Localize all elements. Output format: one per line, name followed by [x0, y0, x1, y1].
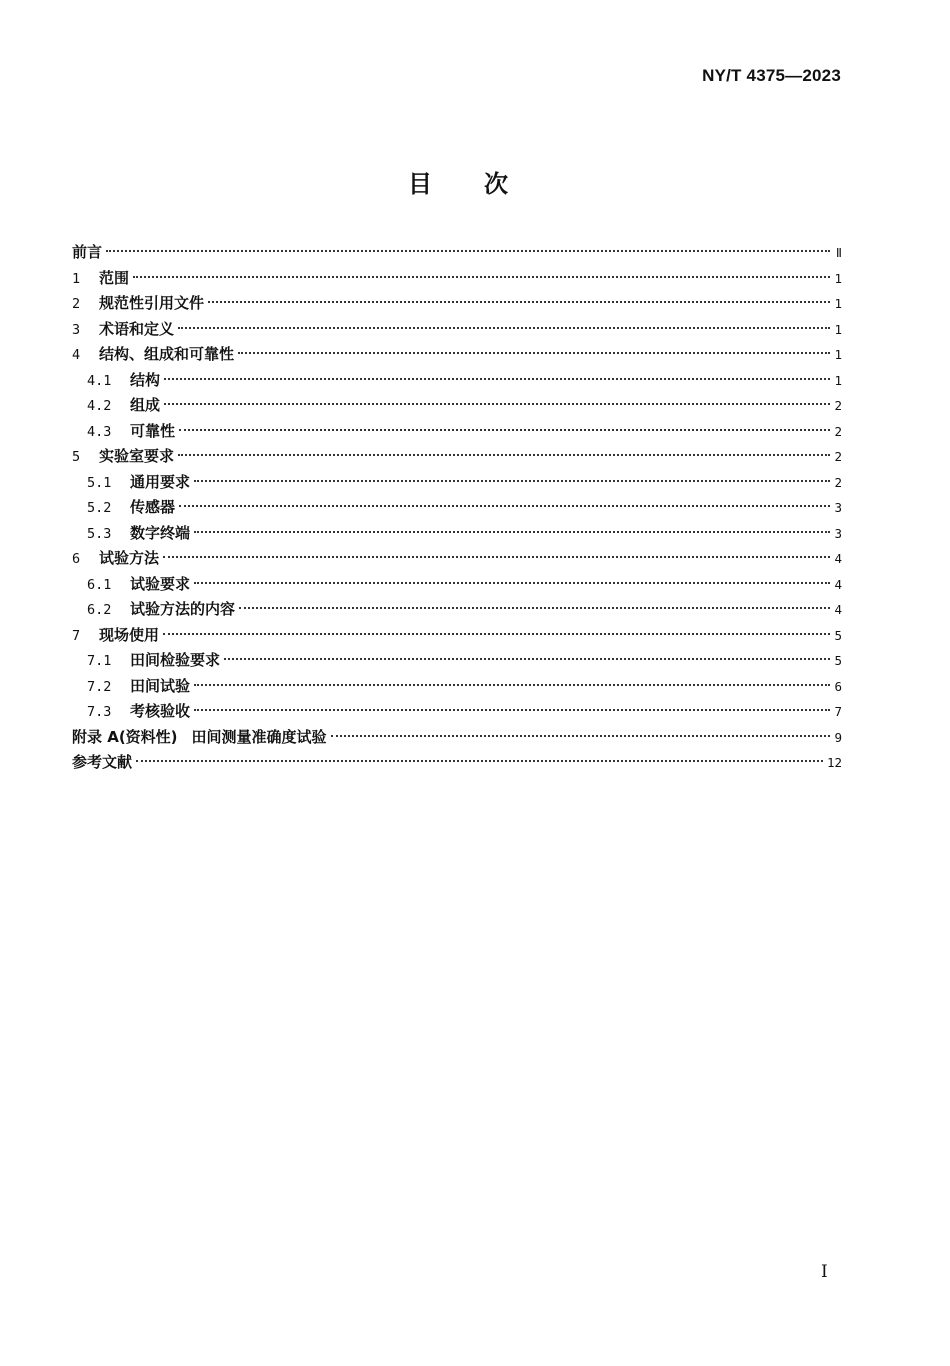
- toc-entry-label: 通用要求: [130, 472, 191, 491]
- toc-entry-number: 3: [72, 321, 81, 338]
- toc-leader-dots: [133, 276, 830, 278]
- toc-entry[interactable]: [72, 342, 842, 368]
- toc-leader-dots: [178, 454, 830, 456]
- page-number: I: [821, 1262, 828, 1282]
- toc-leader-dots: [163, 633, 830, 635]
- toc-entry-number: 5.1: [87, 474, 112, 491]
- toc-entry[interactable]: [72, 572, 842, 598]
- toc-entry-number: 6: [72, 551, 81, 567]
- toc-entry-label: 前言: [72, 243, 103, 261]
- toc-entry-page: 4: [834, 551, 842, 566]
- toc-entry[interactable]: [72, 470, 842, 496]
- toc-leader-dots: [331, 735, 830, 737]
- toc-entry-label: 田间试验: [130, 676, 191, 695]
- toc-leader-dots: [163, 556, 830, 558]
- toc-leader-dots: [179, 505, 830, 507]
- toc-entry-label: 范围: [99, 268, 130, 287]
- toc-entry-label: 参考文献: [72, 753, 133, 771]
- toc-entry-number: 4.1: [87, 372, 112, 389]
- toc-entry-label-extra: 田间测量准确度试验: [191, 727, 327, 746]
- toc-leader-dots: [194, 684, 830, 686]
- toc-entry-number: 5: [72, 449, 81, 465]
- toc-entry[interactable]: [72, 495, 842, 521]
- toc-entry[interactable]: [72, 648, 842, 674]
- toc-entry-label: 试验方法的内容: [130, 600, 236, 618]
- toc-leader-dots: [106, 250, 830, 252]
- toc-entry-number: 4: [72, 347, 81, 363]
- toc-entry-label: 组成: [130, 396, 161, 414]
- toc-entry-page: 2: [834, 423, 842, 439]
- toc-entry-label: 试验方法: [99, 549, 160, 567]
- toc-entry-number: 6.1: [87, 576, 112, 593]
- toc-leader-dots: [238, 352, 830, 354]
- toc-entry[interactable]: [72, 699, 842, 725]
- toc-entry-label: 传感器: [130, 498, 176, 516]
- toc-entry-page: 9: [834, 729, 842, 745]
- toc-entry[interactable]: [72, 623, 842, 649]
- toc-entry[interactable]: [72, 444, 842, 470]
- toc-entry-page: 2: [834, 474, 842, 490]
- toc-entry-number: 4.2: [87, 398, 112, 414]
- toc-entry-number: 5.3: [87, 525, 112, 542]
- toc-entry-label: 考核验收: [130, 702, 191, 720]
- toc-entry-number: 1: [72, 270, 81, 287]
- toc-entry-label: 附录 A(资料性): [72, 727, 178, 746]
- toc-entry-label: 结构: [130, 370, 161, 389]
- toc-entry[interactable]: [72, 317, 842, 343]
- toc-entry[interactable]: [72, 674, 842, 700]
- toc-entry[interactable]: [72, 393, 842, 419]
- toc-entry-label: 田间检验要求: [130, 651, 221, 669]
- toc-entry-page: 7: [834, 704, 842, 719]
- toc-leader-dots: [194, 531, 830, 533]
- toc-entry-number: 7: [72, 627, 81, 644]
- toc-leader-dots: [239, 607, 830, 609]
- toc-entry-label: 规范性引用文件: [99, 294, 205, 312]
- toc-entry-page: 2: [834, 449, 842, 464]
- toc-leader-dots: [179, 429, 830, 431]
- toc-leader-dots: [178, 327, 830, 329]
- toc-entry-page: 12: [826, 755, 842, 770]
- toc-entry-page: 1: [834, 347, 842, 362]
- toc-entry-page: 1: [834, 296, 842, 311]
- toc-leader-dots: [164, 378, 830, 380]
- toc-leader-dots: [194, 709, 830, 711]
- toc-entry-page: 1: [834, 372, 842, 388]
- standard-number: NY/T 4375—2023: [702, 66, 841, 85]
- toc-leader-dots: [194, 582, 830, 584]
- toc-leader-dots: [194, 480, 830, 482]
- toc-entry-number: 4.3: [87, 423, 112, 440]
- toc-entry-number: 2: [72, 296, 81, 312]
- toc-entry[interactable]: [72, 240, 842, 266]
- toc-entry[interactable]: [72, 521, 842, 547]
- toc-entry-page: 5: [834, 653, 842, 668]
- toc-leader-dots: [224, 658, 830, 660]
- toc-entry[interactable]: [72, 546, 842, 572]
- toc-entry[interactable]: [72, 750, 842, 776]
- toc-leader-dots: [164, 403, 830, 405]
- table-of-contents: [72, 240, 842, 776]
- toc-entry-page: 3: [834, 525, 842, 541]
- toc-entry[interactable]: [72, 597, 842, 623]
- toc-entry[interactable]: [72, 725, 842, 751]
- toc-entry-page: 4: [834, 602, 842, 617]
- toc-entry[interactable]: [72, 419, 842, 445]
- toc-entry-page: 6: [834, 678, 842, 694]
- toc-entry-number: 5.2: [87, 500, 112, 516]
- toc-entry-number: 7.1: [87, 653, 112, 669]
- toc-entry-page: 1: [834, 321, 842, 337]
- page-title: 目次: [408, 170, 560, 198]
- toc-entry-label: 现场使用: [99, 625, 160, 644]
- toc-entry-label: 术语和定义: [99, 319, 175, 338]
- toc-leader-dots: [208, 301, 830, 303]
- toc-entry-page: 3: [834, 500, 842, 515]
- toc-entry-label: 可靠性: [130, 421, 176, 440]
- toc-entry-page: 5: [834, 627, 842, 643]
- toc-entry-number: 6.2: [87, 602, 112, 618]
- toc-entry-label: 结构、组成和可靠性: [99, 345, 235, 363]
- toc-entry-label: 实验室要求: [99, 447, 175, 465]
- toc-entry[interactable]: [72, 291, 842, 317]
- toc-entry-page: 4: [834, 576, 842, 592]
- toc-entry-label: 试验要求: [130, 574, 191, 593]
- toc-entry-number: 7.2: [87, 678, 112, 695]
- toc-leader-dots: [136, 760, 823, 762]
- toc-entry-number: 7.3: [87, 704, 112, 720]
- toc-entry-page: 2: [834, 398, 842, 413]
- toc-entry-label: 数字终端: [130, 523, 191, 542]
- toc-entry-page: 1: [834, 270, 842, 286]
- toc-entry[interactable]: [72, 368, 842, 394]
- toc-entry-page: Ⅱ: [835, 245, 842, 260]
- toc-entry[interactable]: [72, 266, 842, 292]
